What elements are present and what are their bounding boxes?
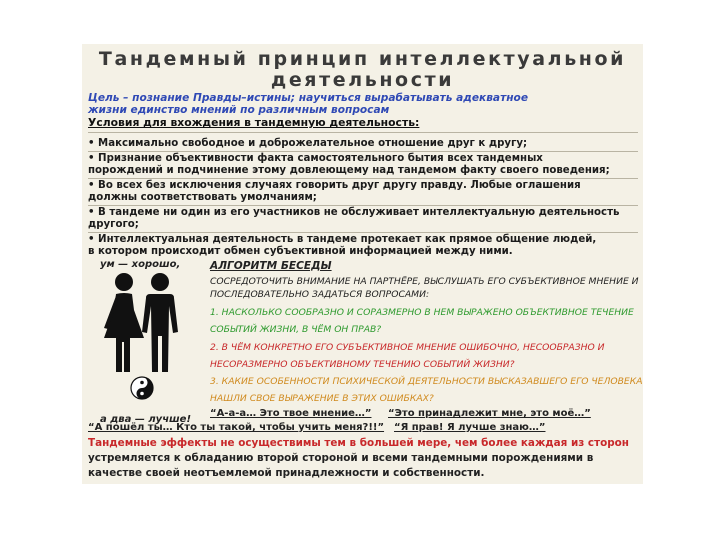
yin-yang-icon — [131, 377, 153, 399]
bullet-3-line-1: • Во всех без исключения случаях говорить друг другу правду. Любые оглашения — [88, 180, 581, 191]
algorithm-step-1-line-2: СОБЫТИЙ ЖИЗНИ, В ЧЁМ ОН ПРАВ? — [210, 324, 382, 335]
algorithm-step-2-line-2: НЕСОРАЗМЕРНО ОБЪЕКТИВНОМУ ТЕЧЕНИЮ СОБЫТИЙ ЖИЗНИ? — [210, 359, 515, 370]
goal-line-1: Цель – познание Правды–истины; научиться вырабатывать адекватное — [88, 92, 528, 104]
bullet-1-line-1: • Максимально свободное и доброжелательное отношение друг к другу; — [88, 138, 528, 149]
divider — [88, 205, 638, 206]
conclusion-line-1: Тандемные эффекты не осуществимы тем в большей мере, чем более каждая из сторон — [88, 437, 629, 449]
algorithm-step-3-line-1: 3. КАКИЕ ОСОБЕННОСТИ ПСИХИЧЕСКОЙ ДЕЯТЕЛЬНОСТИ ВЫСКАЗАВШЕГО ЕГО ЧЕЛОВЕКА — [210, 376, 643, 387]
bullet-2-line-1: • Признание объективности факта самостоятельного бытия всех тандемных — [88, 153, 543, 164]
divider — [88, 132, 638, 133]
slide-title-line-1: Тандемный принцип интеллектуальной — [98, 48, 627, 70]
bullet-5-line-1: • Интеллектуальная деятельность в тандеме протекает как прямое общение людей, — [88, 234, 597, 245]
caption-bottom: а два — лучше! — [100, 414, 192, 425]
algorithm-intro-line-1: СОСРЕДОТОЧИТЬ ВНИМАНИЕ НА ПАРТНЁРЕ, ВЫСЛУШАТЬ ЕГО СУБЪЕКТИВНОЕ МНЕНИЕ И — [210, 276, 639, 287]
quote-3: “А пошёл ты… Кто ты такой, чтобы учить меня?!!” — [88, 422, 385, 433]
slide-title-line-2: деятельности — [270, 69, 455, 91]
bullet-4-line-2: другого; — [88, 219, 139, 230]
bullet-5-line-2: в котором происходит обмен субъективной информацией между ними. — [88, 246, 513, 257]
bullet-2-line-2: порождений и подчинение этому довлеющему над тандемом факту своего поведения; — [88, 165, 610, 176]
quote-1: “А-а-а… Это твое мнение…” — [210, 408, 372, 419]
conditions-heading: Условия для вхождения в тандемную деятельность: — [88, 116, 420, 129]
algorithm-step-1-line-1: 1. НАСКОЛЬКО СООБРАЗНО И СОРАЗМЕРНО В НЕМ ВЫРАЖЕНО ОБЪЕКТИВНОЕ ТЕЧЕНИЕ — [210, 307, 634, 318]
algorithm-step-3-line-2: НАШЛИ СВОЕ ВЫРАЖЕНИЕ В ЭТИХ ОШИБКАХ? — [210, 393, 434, 404]
conclusion-line-3: качестве своей неотъемлемой принадлежности и собственности. — [88, 467, 485, 479]
bullet-3-line-2: должны соответствовать умолчаниям; — [88, 192, 317, 203]
divider — [88, 151, 638, 152]
quote-2: “Это принадлежит мне, это моё…” — [388, 408, 591, 419]
algorithm-intro-line-2: ПОСЛЕДОВАТЕЛЬНО ЗАДАТЬСЯ ВОПРОСАМИ: — [210, 289, 430, 300]
quote-4: “Я прав! Я лучше знаю…” — [394, 422, 546, 433]
slide — [82, 44, 643, 484]
couple-illustration — [90, 270, 204, 410]
goal-line-2: жизни единство мнений по различным вопросам — [88, 104, 390, 116]
conclusion-line-2: устремляется к обладанию второй стороной и всеми тандемными порождениями в — [88, 452, 594, 464]
algorithm-title: АЛГОРИТМ БЕСЕДЫ — [210, 260, 332, 272]
caption-top: ум — хорошо, — [100, 259, 181, 270]
divider — [88, 232, 638, 233]
bullet-4-line-1: • В тандеме ни один из его участников не обслуживает интеллектуальную деятельность — [88, 207, 620, 218]
algorithm-step-2-line-1: 2. В ЧЁМ КОНКРЕТНО ЕГО СУБЪЕКТИВНОЕ МНЕНИЕ ОШИБОЧНО, НЕСООБРАЗНО И — [210, 342, 605, 353]
divider — [88, 178, 638, 179]
